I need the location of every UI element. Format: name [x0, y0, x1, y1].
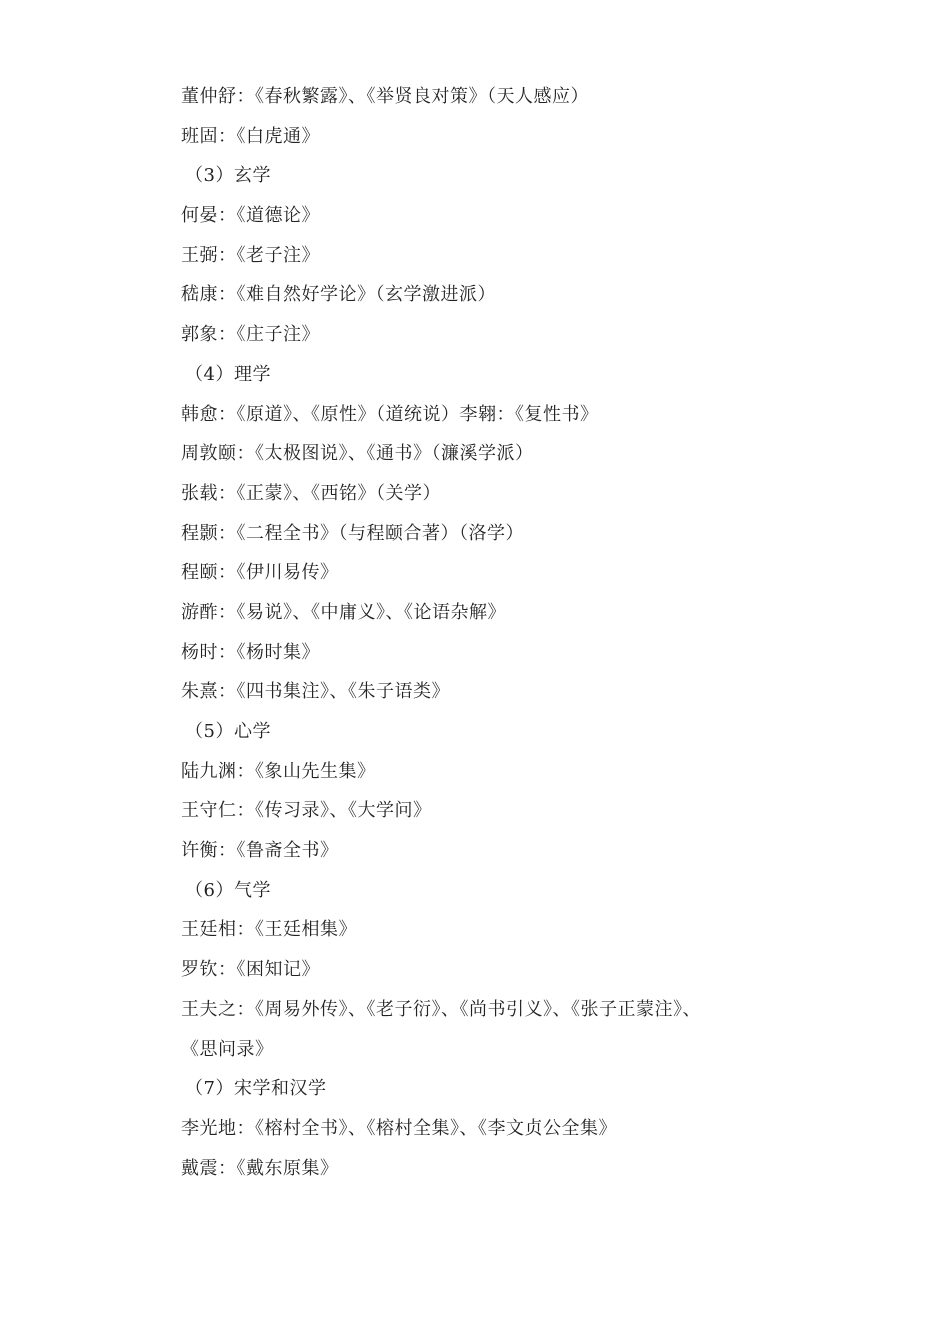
entry-line: 王夫之：《周易外传》、《老子衍》、《尚书引义》、《张子正蒙注》、: [181, 998, 701, 1020]
entry-line: 罗钦：《困知记》: [181, 959, 320, 981]
entry-line: 程颐：《伊川易传》: [181, 562, 339, 584]
entry-line: 张载：《正蒙》、《西铭》（关学）: [181, 482, 441, 504]
entry-line: 游酢：《易说》、《中庸义》、《论语杂解》: [181, 601, 506, 623]
entry-line: 杨时：《杨时集》: [181, 641, 320, 663]
entry-line: 董仲舒：《春秋繁露》、《举贤良对策》（天人感应）: [181, 86, 589, 107]
section-heading: （7）宋学和汉学: [185, 1078, 327, 1100]
entry-line: 何晏：《道德论》: [181, 205, 320, 227]
entry-line: 戴震：《戴东原集》: [181, 1157, 339, 1179]
entry-line: 周敦颐：《太极图说》、《通书》（濂溪学派）: [181, 443, 534, 465]
entry-line: 王廷相：《王廷相集》: [181, 919, 357, 941]
entry-line: 班固：《白虎通》: [181, 125, 320, 147]
entry-line: 程颢：《二程全书》（与程颐合著）（洛学）: [181, 522, 524, 544]
entry-line: 许衡：《鲁斋全书》: [181, 840, 339, 862]
section-heading: （3）玄学: [185, 165, 271, 187]
entry-line: 《思问录》: [181, 1038, 274, 1060]
entry-line: 李光地：《榕村全书》、《榕村全集》、《李文贞公全集》: [181, 1117, 617, 1139]
document-body: [181, 77, 821, 1188]
entry-line: 嵇康：《难自然好学论》（玄学激进派）: [181, 284, 496, 306]
section-heading: （6）气学: [185, 879, 271, 901]
section-heading: （4）理学: [185, 363, 271, 385]
entry-line: 王弼：《老子注》: [181, 244, 320, 266]
section-heading: （5）心学: [185, 721, 271, 742]
entry-line: 郭象：《庄子注》: [181, 324, 320, 346]
entry-line: 朱熹：《四书集注》、《朱子语类》: [181, 681, 450, 703]
entry-line: 韩愈：《原道》、《原性》（道统说）李翱：《复性书》: [181, 403, 599, 425]
entry-line: 王守仁：《传习录》、《大学问》: [181, 800, 432, 822]
entry-line: 陆九渊：《象山先生集》: [181, 760, 376, 782]
